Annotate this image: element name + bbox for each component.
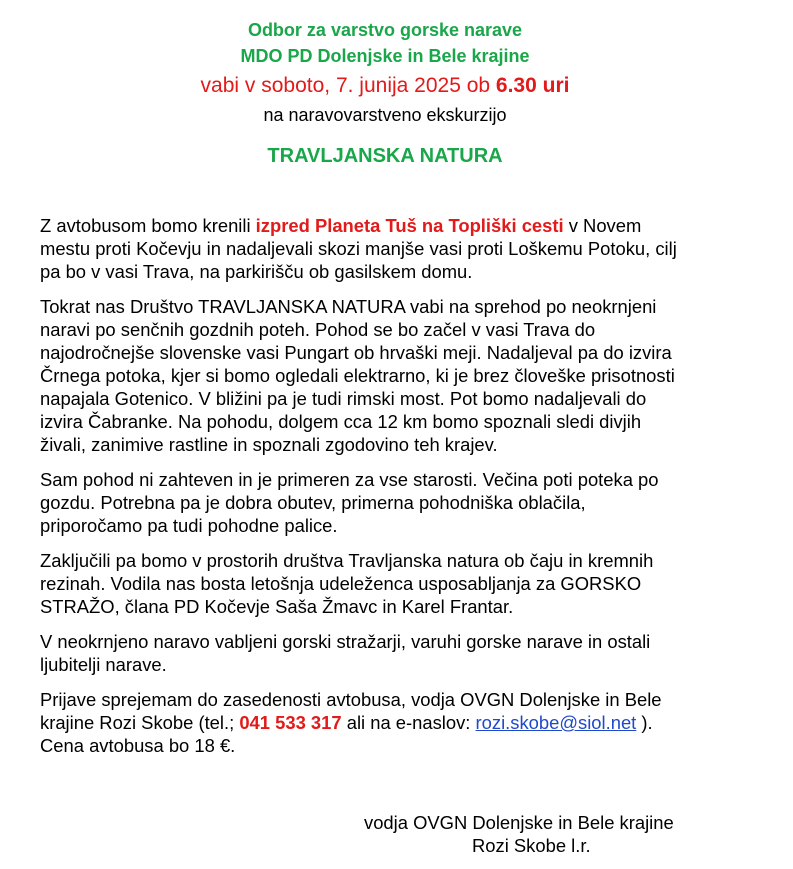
text-line: naravi po senčnih gozdnih poteh. Pohod se bo začel v vasi Trava do (40, 319, 596, 340)
bus-price: Cena avtobusa bo 18 €. (40, 735, 236, 756)
text-line: STRAŽO, člana PD Kočevje Saša Žmavc in Karel Frantar. (40, 596, 514, 617)
text-line: gozdu. Potrebna pa je dobra obutev, primerna pohodniška oblačila, (40, 492, 586, 513)
text-line: ljubitelji narave. (40, 654, 167, 675)
excursion-subtitle: na naravovarstveno ekskurzijo (263, 105, 507, 125)
text-line: Tokrat nas Društvo TRAVLJANSKA NATURA vabi na sprehod po neokrnjeni (40, 296, 657, 317)
text-line: napajala Gotenico. V bližini pa je tudi rimski most. Pot bomo nadaljevali do (40, 388, 647, 409)
text-line: najodročnejše slovenske vasi Pungart ob hrvaški meji. Nadaljeval pa do izvira (40, 342, 672, 363)
text: krajine Rozi Skobe (tel.; (40, 712, 240, 733)
paragraph-invitation (40, 630, 770, 676)
invitation-date-line (0, 74, 770, 98)
text-line: priporočamo pa tudi pohodne palice. (40, 515, 338, 536)
paragraph-registration (40, 688, 770, 757)
email-link[interactable]: rozi.skobe@siol.net (475, 712, 637, 733)
text: pa bo v vasi Trava, na parkirišču ob gasilskem domu. (40, 261, 473, 282)
text-line: Sam pohod ni zahteven in je primeren za vse starosti. Večina poti poteka po (40, 469, 659, 490)
text-line: živali, zanimive rastline in spoznali zgodovino teh krajev. (40, 434, 498, 455)
text: mestu proti Kočevju in nadaljevali skozi manjše vasi proti Loškemu Potoku, cilj (40, 238, 677, 259)
text-line: izvira Čabranke. Na pohodu, dolgem cca 12 km bomo spoznali sledi divjih (40, 411, 642, 432)
text-line: Prijave sprejemam do zasedenosti avtobusa, vodja OVGN Dolenjske in Bele (40, 689, 662, 710)
paragraph-difficulty (40, 468, 770, 537)
paragraph-route (40, 295, 770, 456)
text-line: V neokrnjeno naravo vabljeni gorski stražarji, varuhi gorske narave in ostali (40, 631, 651, 652)
paragraph-departure (40, 214, 770, 283)
text: ali na e-naslov: (341, 712, 476, 733)
text: ). (636, 712, 653, 733)
signature-role: vodja OVGN Dolenjske in Bele krajine (364, 812, 674, 833)
phone-number: 041 533 317 (239, 712, 342, 733)
signature-name: Rozi Skobe l.r. (472, 835, 591, 856)
text-line: rezinah. Vodila nas bosta letošnja udeleženca usposabljanja za GORSKO (40, 573, 642, 594)
text-line: Črnega potoka, kjer si bomo ogledali elektrarno, ki je brez človeške prisotnosti (40, 365, 675, 386)
event-title: TRAVLJANSKA NATURA (267, 145, 503, 167)
text: v Novem (563, 215, 642, 236)
document-body (40, 214, 770, 769)
text-line: Zaključili pa bomo v prostorih društva Travljanska natura ob čaju in kremnih (40, 550, 654, 571)
organizer-line-1: Odbor za varstvo gorske narave (247, 20, 523, 40)
text: Z avtobusom bomo krenili (40, 215, 256, 236)
paragraph-conclusion (40, 549, 770, 618)
invitation-date-text: vabi v soboto, 7. junija 2025 ob (200, 74, 496, 97)
organizer-line-2: MDO PD Dolenjske in Bele krajine (240, 46, 530, 66)
invitation-time: 6.30 uri (495, 74, 570, 97)
departure-location: izpred Planeta Tuš na Topliški cesti (255, 215, 564, 236)
